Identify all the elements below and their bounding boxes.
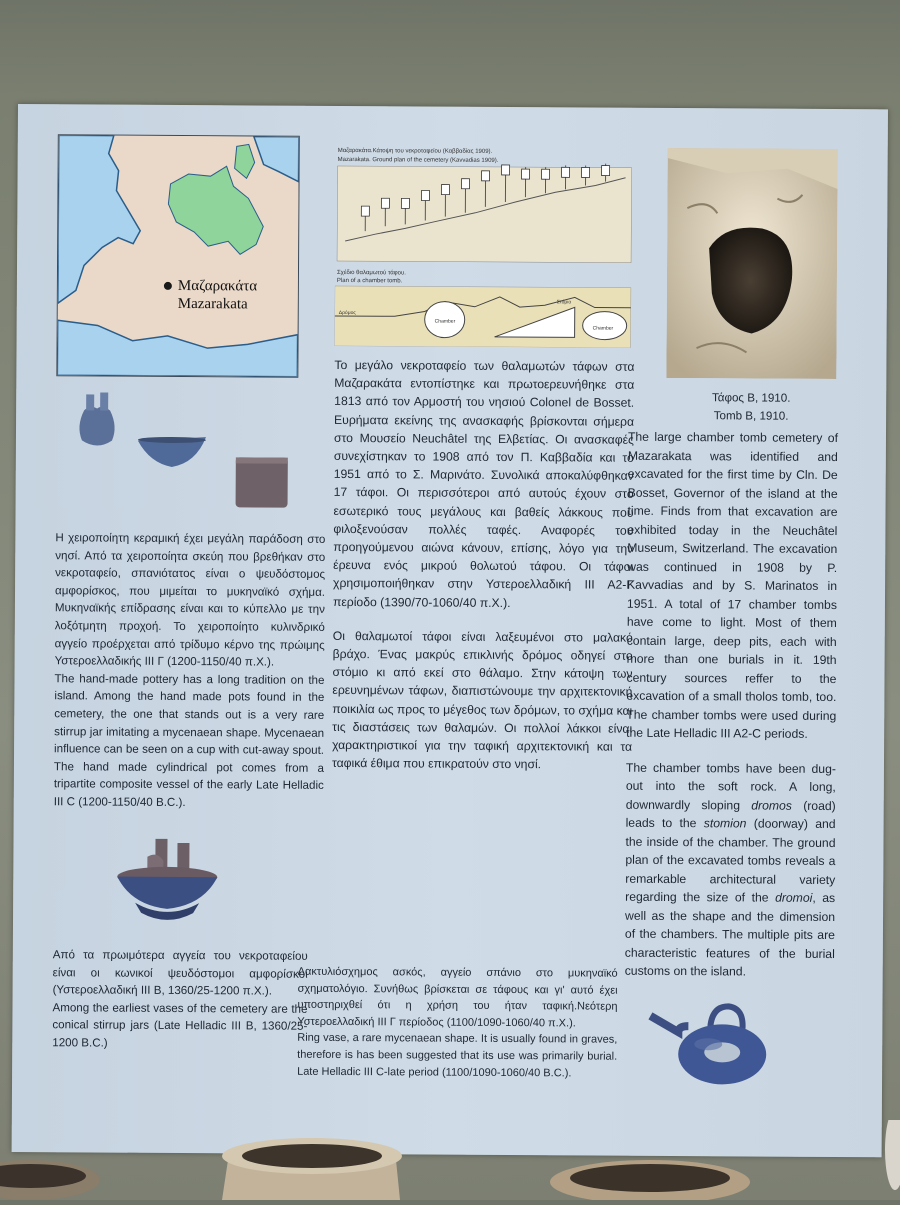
cup-image [136,435,208,476]
middle-text-paragraph-1: Το μεγάλο νεκροταφείο των θαλαμωτών τάφων στα Μαζαρακάτα εντοπίστηκε και πρωτοερευνήθηκε στα 1813 από τον Αρμοστή του νησιού Colonel de Bosset. Ευρήματα εκείνης της ανασκαφής βρίσκονται σήμερα στο Μουσείο Neuchâtel της Ελβετίας. Οι ανασκαφές συνεχίστηκαν το 1908 από τον Π. Καββαδία και το 1951 από το Σ. Μαρινάτο. Συνολικά αποκαλύφθηκαν 17 τάφοι. Οι περισσότεροι από αυτούς έχουν στο εσωτερικό τους μεγάλους και βαθείς λάκκους που φιλοξενούσαν πολλές ταφές. Αναφορές του προηγούμενου αιώνα κάνουν, επίσης, λόγο για την έρευνα ενός μικρού θολωτού τάφου. Οι τάφοι χρησιμοποιήθηκαν στην Υστεροελλαδική ΙΙΙ Α2-Γ περίοδο (1390/70-1060/40 π.Χ.). [332,357,635,610]
plan-label-chamber: Chamber [434,318,456,325]
ring-vase-image [648,996,769,1098]
middle-text-block [332,356,635,774]
left-bottom-text-block [52,946,308,1053]
left-text-english: The hand-made pottery has a long tradition on the island. Among the hand made pots found in the cemetery, the one that stands out is a very rare stirrup jar imitating a mycenaean shape. Mycenaean influence can be seen on a cup with cut-away spout. The hand made cylindrical pot comes from a tripartite composite vessel of the early Late Helladic III C (1200-1150/40 B.C.). [53,671,325,809]
middle-bottom-text-english: Ring vase, a rare mycenaean shape. It is usually found in graves, therefore is has been suggested that its use was primarily burial. Late Helladic III C-late period (1100/1090-1060/40 B.C.). [297,1032,618,1079]
left-text-greek: Η χειροποίητη κεραμική έχει μεγάλη παράδοση στο νησί. Από τα χειροποίητα σκεύη που βρεθήκαν στο νεκροταφείο, σπανιότατος είναι ο ψευδόστομος αμφορίσκος, που μιμείται το μυκηναϊκό σχήμα. Μυκηναϊκής επίδρασης είναι και το κύπελλο με την λοξότμητη προχοή. Το χειροποίητο κυλινδρικό αγγείο προέρχεται από τρίδυμο κέρνο της πρώιμης Υστεροελλαδικής ΙΙΙ Γ (1200-1150/40 π.Χ.). [54,531,326,669]
tomb-photo-graphic [666,148,837,379]
middle-bottom-text-greek: Δακτυλιόσχημος ασκός, αγγείο σπάνιο στο μυκηναϊκό σχηματολόγιο. Συνήθως βρίσκεται σε τάφους και γι' αυτό έχει υποστηριχθεί ότι η χρήση του ήταν ταφική.Νεότερη Υστεροελλαδική ΙΙΙ Γ περίοδος (1100/1090-1060/40 π.Χ.). [297,965,618,1030]
left-text-block [54,529,326,812]
map [56,134,299,377]
plan-caption-greek: Μαζαρακάτα.Κάτοψη του νεκροταφείου (Καββαδίας 1909). [337,147,493,155]
tomb-photograph [666,148,837,379]
tomb-plan-drawing [335,146,636,348]
photo-caption [666,389,836,425]
plan-label-chamber-2: Chamber [592,325,614,332]
left-bottom-text-english: Among the earliest vases of the cemetery are the conical stirrup jars (Late Helladic III B, 1360/25-1200 B.C.) [52,1001,308,1050]
plan-label-stomion: Στόμιο [556,299,572,306]
plan-graphic [335,146,636,348]
foreground-vessels [0,1120,900,1200]
photo-caption-greek: Τάφος Β, 1910. [711,391,791,405]
stirrup-jar-image [72,386,122,455]
left-bottom-text-greek: Από τα πρωιμότερα αγγεία του νεκροταφείου είναι οι κωνικοί ψευδόστομοι αμφορίσκοι (Υστεροελλαδική ΙΙΙ Β, 1360/25-1200 π.Χ.). [52,948,308,998]
plan-mid-caption-english: Plan of a chamber tomb. [336,277,403,285]
middle-text-paragraph-2: Οι θαλαμωτοί τάφοι είναι λαξευμένοι στο μαλακό βράχο. Ένας μακρύς επικλινής δρόμος οδηγεί στο στόμιο κι από εκεί στο θάλαμο. Στην κάτοψη των ερευνημένων τάφων, διαπιστώνουμε την αρχιτεκτονική ποικιλία ως προς το μέγεθος των δρόμων, το σχήμα και τις διαστάσεις των θαλαμών. Οι πολλοί λάκκοι είναι χαρακτηριστικοί για την ταφική αρχιτεκτονική και τα ταφικά έθιμα που επικρατούν στο νησί. [331,628,633,772]
right-text-block [625,428,838,982]
cylindrical-pot-image [233,453,289,514]
photo-caption-english: Tomb B, 1910. [713,408,789,423]
conical-stirrup-jar-image [111,833,222,935]
exhibit-panel [12,104,888,1157]
term-dromos: dromos [751,797,792,813]
right-text-paragraph-2: The chamber tombs have been dug-out into the soft rock. A long, downwardly sloping dromos (road) leads to the stomion (doorway) and the inside of the chamber. The ground plan of the excavated tombs reveals a remarkable architectural variety regarding the size of the dromoi, as well as the shape and the dimension of the chambers. The multiple pits are characteristic features of the burial customs on the island. [624,760,836,979]
map-label-latin: Mazarakata [177,295,248,313]
term-stomion: stomion [703,816,747,831]
map-label-greek: Μαζαρακάτα [177,277,258,295]
right-text-paragraph-1: The large chamber tomb cemetery of Mazarakata was identified and excavated for the first time by Cln. De Bosset, Governor of the island at the time. Finds from that excavation are exhibited today in the Neuchâtel Museum, Switzerland. The excavation was continued in 1908 by P. Kavvadias and by S. Marinatos in 1951. A total of 17 chamber tombs have come to light. Most of them contain large, deep pits, each with more than one burials in it. 19th century sources reffer to the excavation of a small tholos tomb, too. The chamber tombs were used during the Late Helladic III A2-C periods. [626,429,839,741]
plan-label-dromos: Δρόμος [338,309,356,317]
plan-mid-caption-greek: Σχέδιο θαλαμωτού τάφου. [336,269,406,277]
map-graphic [57,135,298,376]
plan-caption-english: Mazarakata. Ground plan of the cemetery (Kavvadias 1909). [337,156,499,164]
term-dromoi: dromoi [775,890,813,905]
middle-bottom-text-block [297,964,618,1082]
